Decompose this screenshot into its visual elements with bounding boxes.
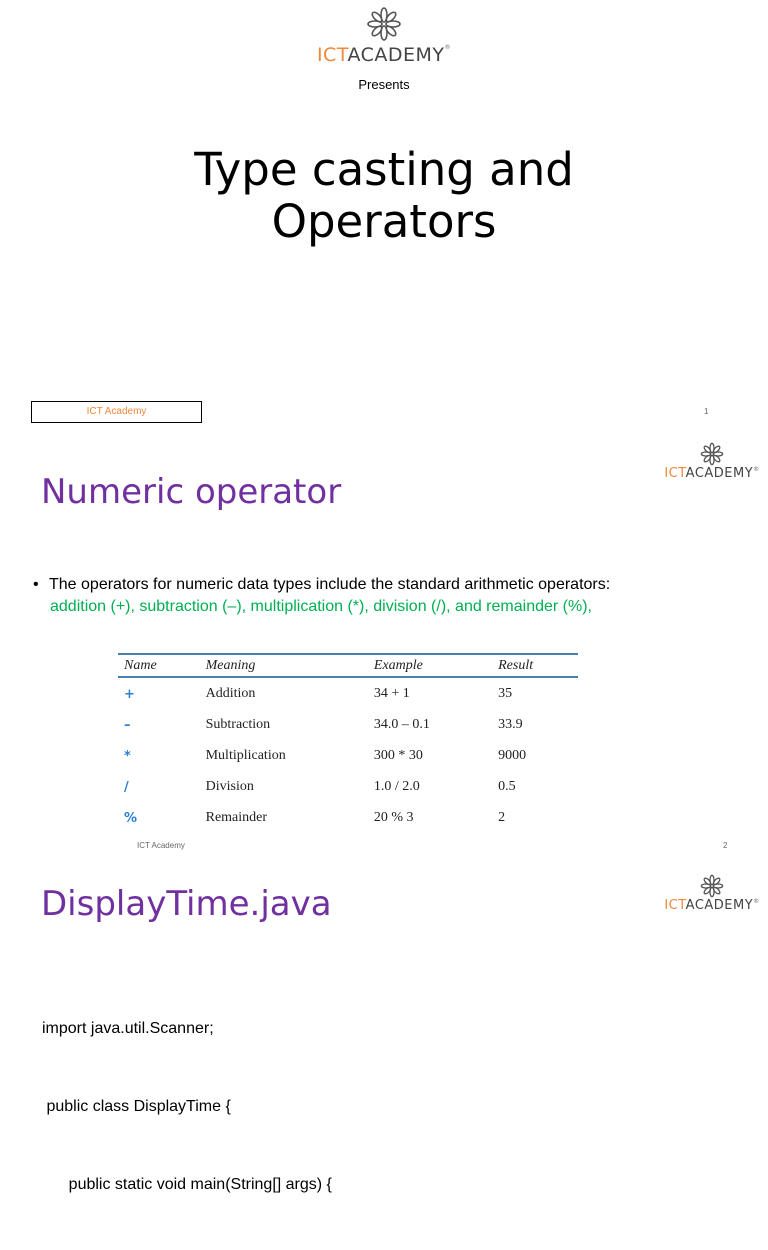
table-row: [118, 771, 578, 802]
flower-logo-icon: [700, 874, 724, 898]
table-row: [118, 802, 578, 833]
operator-result: 35: [498, 686, 513, 701]
logo-wordmark: ICTACADEMY®: [664, 898, 760, 913]
table-row: [118, 709, 578, 740]
title-line-2: Operators: [271, 195, 497, 248]
operator-meaning: Remainder: [205, 810, 268, 825]
operator-symbol: /: [124, 779, 129, 795]
operator-example: 20 % 3: [373, 810, 414, 825]
code-block: [42, 964, 332, 1250]
flower-logo-icon: [700, 442, 724, 466]
slide-heading: DisplayTime.java: [41, 884, 332, 924]
table-row: [118, 677, 578, 709]
bullet-dot-icon: •: [33, 576, 39, 593]
operator-result: 9000: [498, 748, 527, 763]
operator-meaning: Multiplication: [205, 748, 286, 763]
bullet-point: [33, 574, 753, 618]
logo-wordmark: ICTACADEMY®: [664, 466, 760, 481]
footer-label: ICT Academy: [31, 401, 202, 423]
slide-1: [0, 0, 768, 440]
operator-meaning: Addition: [205, 686, 256, 701]
col-header: Result: [492, 654, 578, 677]
operator-result: 2: [498, 810, 506, 825]
slide-heading: Numeric operator: [41, 472, 342, 512]
operator-symbol: +: [124, 686, 135, 702]
presents-text: Presents: [358, 77, 410, 92]
operator-result: 0.5: [498, 779, 516, 794]
col-header: Meaning: [200, 654, 368, 677]
table-header-row: [118, 654, 578, 677]
footer-label: ICT Academy: [137, 841, 185, 850]
code-line: import java.util.Scanner;: [42, 1020, 214, 1037]
code-line: public static void main(String[] args) {: [42, 1176, 332, 1193]
bullet-highlight: addition (+), subtraction (–), multiplication (*), division (/), and remainder (%),: [50, 598, 592, 615]
page-number: 2: [723, 841, 728, 850]
slide-3: [0, 860, 768, 1193]
operator-example: 34 + 1: [373, 686, 410, 701]
slide-2: [0, 440, 768, 860]
col-header: Name: [118, 654, 200, 677]
title-line-1: Type casting and: [194, 143, 574, 196]
flower-logo-icon: [366, 6, 402, 42]
table-row: [118, 740, 578, 771]
operator-symbol: *: [124, 748, 131, 764]
operator-example: 34.0 – 0.1: [373, 717, 430, 732]
logo-wordmark: ICTACADEMY®: [316, 44, 452, 66]
operator-symbol: –: [124, 717, 131, 733]
operator-example: 1.0 / 2.0: [373, 779, 420, 794]
ict-academy-logo: [664, 442, 760, 481]
operators-table: [118, 653, 578, 833]
bullet-text: The operators for numeric data types include the standard arithmetic operators:: [49, 576, 611, 593]
code-line: public class DisplayTime {: [42, 1098, 231, 1115]
page-number: 1: [704, 407, 709, 416]
slide-title: [0, 144, 768, 248]
operator-result: 33.9: [498, 717, 523, 732]
operator-example: 300 * 30: [373, 748, 423, 763]
ict-academy-logo: [664, 874, 760, 913]
operator-symbol: %: [124, 810, 138, 826]
ict-academy-logo: [0, 6, 768, 66]
col-header: Example: [368, 654, 492, 677]
operator-meaning: Division: [205, 779, 254, 794]
operator-meaning: Subtraction: [205, 717, 271, 732]
